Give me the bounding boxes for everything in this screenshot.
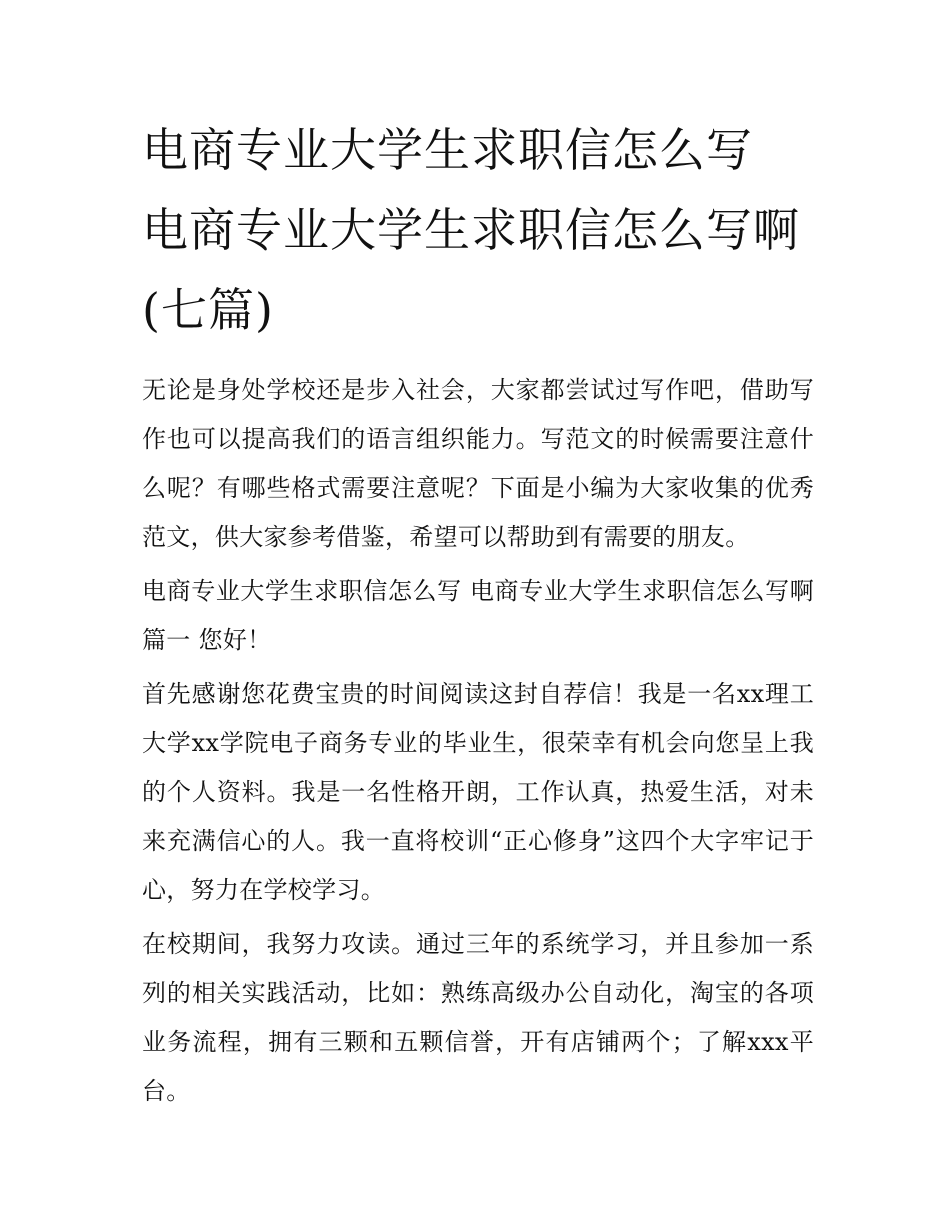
document-title: 电商专业大学生求职信怎么写 电商专业大学生求职信怎么写啊(七篇) bbox=[142, 123, 800, 337]
study-experience-paragraph: 在校期间，我努力攻读。通过三年的系统学习，并且参加一系列的相关实践活动，比如：熟练高级办公自动化，淘宝的各项业务流程，拥有三颗和五颗信誉，开有店铺两个；了解xxx平台。 bbox=[142, 930, 814, 1105]
section-heading-paragraph: 电商专业大学生求职信怎么写 电商专业大学生求职信怎么写啊篇一 您好！ bbox=[142, 577, 814, 654]
document-body bbox=[142, 110, 814, 1116]
self-introduction-paragraph: 首先感谢您花费宝贵的时间阅读这封自荐信！我是一名xx理工大学xx学院电子商务专业的毕业生，很荣幸有机会向您呈上我的个人资料。我是一名性格开朗，工作认真，热爱生活，对未来充满信心的人。我一直将校训“正心修身”这四个大字牢记于心，努力在学校学习。 bbox=[142, 680, 814, 904]
intro-paragraph: 无论是身处学校还是步入社会，大家都尝试过写作吧，借助写作也可以提高我们的语言组织能力。写范文的时候需要注意什么呢？有哪些格式需要注意呢？下面是小编为大家收集的优秀范文，供大家参考借鉴，希望可以帮助到有需要的朋友。 bbox=[142, 376, 814, 551]
